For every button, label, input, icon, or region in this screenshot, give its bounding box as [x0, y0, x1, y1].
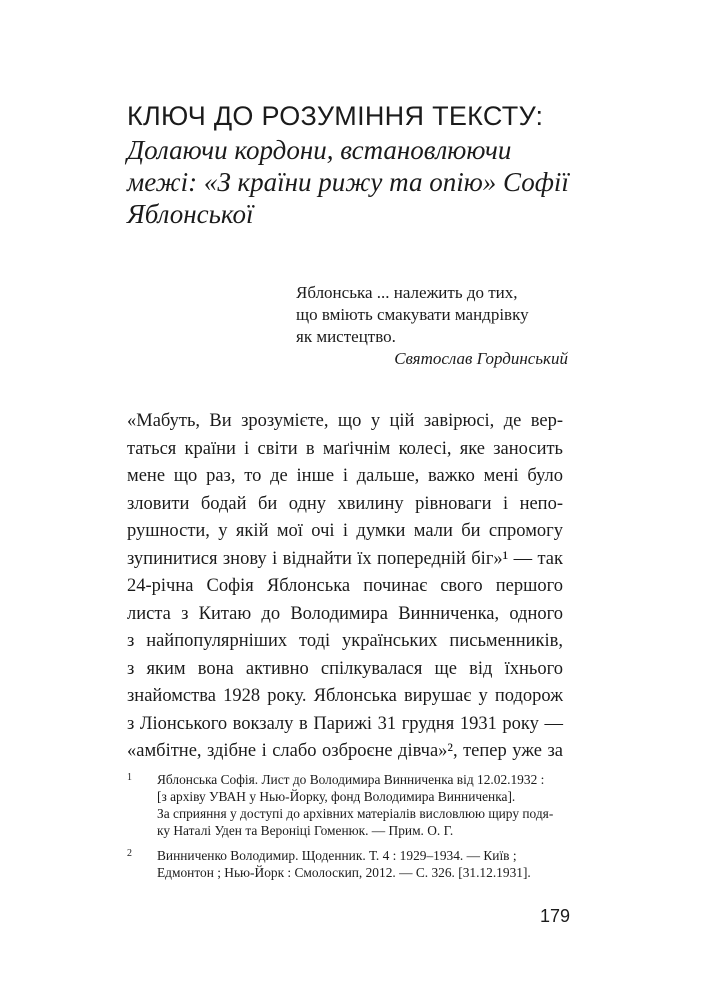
footnotes: [127, 771, 567, 889]
footnote-number: 2: [127, 848, 132, 859]
body-line: зловити бодай би одну хвилину рівноваги і непо-: [127, 493, 563, 514]
epigraph-quote: Яблонська ... належить до тих, що вміють смакувати мандрівку як мистецтво.: [296, 283, 529, 346]
footnote-text: Винниченко Володимир. Щоденник. Т. 4 : 1929–1934. — Київ ; Едмонтон ; Нью-Йорк : Смолоскип, 2012. — С. 326. [31.12.1931].: [157, 848, 531, 880]
epigraph-author: Святослав Гординський: [394, 349, 568, 368]
page-number: 179: [539, 906, 570, 926]
body-line: «амбітне, здібне і слабо озброєне дівча»², тепер уже за: [127, 741, 563, 761]
chapter-heading-caps: КЛЮЧ ДО РОЗУМІННЯ ТЕКСТУ:: [127, 101, 544, 131]
body-line: з яким вона активно спілкувалася ще від їхнього: [127, 658, 563, 679]
body-line: рушности, у якій мої очі і думки мали би спромогу: [127, 521, 563, 541]
body-line: 24-річна Софія Яблонська починає свого першого: [127, 576, 563, 596]
footnote-text: Яблонська Софія. Лист до Володимира Винниченка від 12.02.1932 : [з архіву УВАН у Нью-Йорку, фонд Володимира Винниченка]. За сприяння у доступі до архівних матеріалів висловлюю щиру подя- ку Наталі Уден та Вероніці Гоменюк. — Прим. О. Г.: [157, 772, 554, 838]
body-line: з найпопулярніших тоді українських письменників,: [127, 631, 563, 651]
chapter-heading-title: Долаючи кордони, встановлюючи межі: «З країни рижу та опію» Софії Яблонської: [127, 135, 569, 229]
body-line: зупинитися знову і віднайти їх попередній біг»¹ — так: [127, 548, 563, 569]
body-line: таться країни і світи в маґічнім колесі, яке заносить: [127, 438, 563, 459]
body-line: мене що раз, то де інше і дальше, важко мені було: [127, 466, 563, 486]
body-text: [127, 408, 563, 766]
chapter-heading: [127, 100, 597, 230]
body-line: з Ліонського вокзалу в Парижі 31 грудня 1931 року —: [127, 713, 563, 734]
footnote-number: 1: [127, 772, 132, 783]
body-line: «Мабуть, Ви зрозумієте, що у цій завірюсі, де вер-: [127, 411, 563, 431]
epigraph: [296, 282, 576, 370]
body-line: листа з Китаю до Володимира Винниченка, одного: [127, 603, 563, 624]
footnote: [127, 847, 567, 881]
footnote: [127, 771, 567, 839]
body-line: знайомства 1928 року. Яблонська вирушає у подорож: [127, 686, 563, 706]
